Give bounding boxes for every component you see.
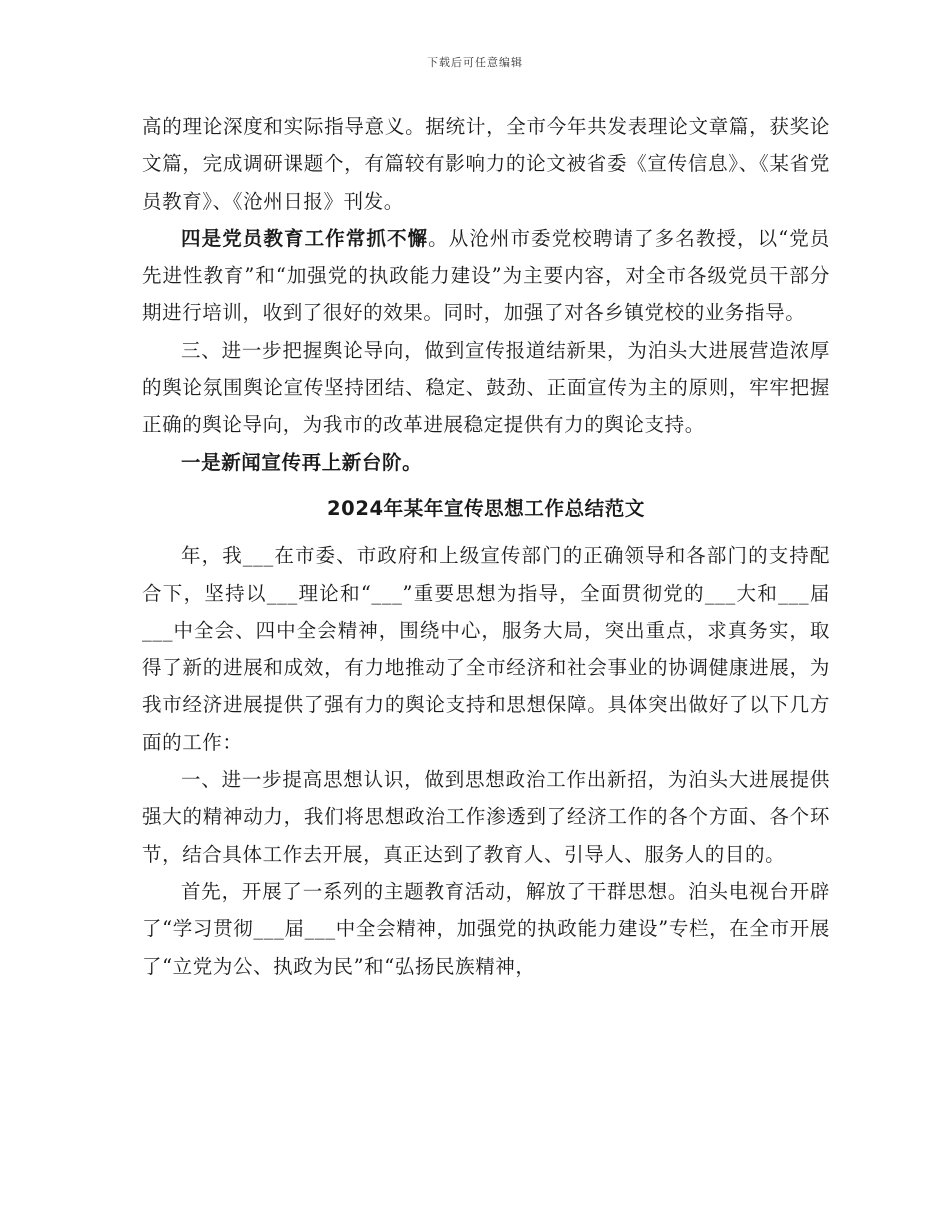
paragraph-theory-statistics: 高的理论深度和实际指导意义。据统计，全市今年共发表理论文章篇，获奖论文篇，完成调研课题个，有篇较有影响力的论文被省委《宣传信息》、《某省党员教育》、《沧州日报》刊发。 (142, 115, 830, 213)
document-title: 2024年某年宣传思想工作总结范文 (327, 496, 645, 520)
paragraph-party-education (142, 220, 830, 332)
document-body (142, 108, 830, 985)
paragraph-text-party-education: 。从沧州市委党校聘请了多名教授，以“党员先进性教育”和“加强党的执政能力建设”为主要内容，对全市各级党员干部分期进行培训，收到了很好的效果。同时，加强了对各乡镇党校的业务指导。 (142, 226, 830, 325)
page-header: 下载后可任意编辑 (427, 56, 523, 69)
paragraph-theme-education: 首先，开展了一系列的主题教育活动，解放了干群思想。泊头电视台开辟了“学习贯彻___届___中全会精神，加强党的执政能力建设”专栏，在全市开展了“立党为公、执政为民”和“弘扬民族精神， (142, 879, 830, 978)
paragraph-intro: 年，我___在市委、市政府和上级宣传部门的正确领导和各部门的支持配合下，坚持以___理论和“___”重要思想为指导，全面贯彻党的___大和___届___中全会、四中全会精神，围绕中心，服务大局，突出重点，求真务实，取得了新的进展和成效，有力地推动了全市经济和社会事业的协调健康进展，为我市经济进展提供了强有力的舆论支持和思想保障。具体突出做好了以下几方面的工作： (142, 544, 830, 754)
paragraph-public-opinion: 三、进一步把握舆论导向，做到宣传报道结新果，为泊头大进展营造浓厚的舆论氛围舆论宣传坚持团结、稳定、鼓劲、正面宣传为主的原则，牢牢把握正确的舆论导向，为我市的改革进展稳定提供有力的舆论支持。 (142, 338, 830, 437)
paragraph-heading-party-education: 四是党员教育工作常抓不懈 (181, 226, 429, 250)
paragraph-news-publicity: 一是新闻宣传再上新台阶。 (181, 450, 423, 474)
paragraph-ideological-work: 一、进一步提高思想认识，做到思想政治工作出新招，为泊头大进展提供强大的精神动力，我们将思想政治工作渗透到了经济工作的各个方面、各个环节，结合具体工作去开展，真正达到了教育人、引导人、服务人的目的。 (142, 768, 830, 866)
